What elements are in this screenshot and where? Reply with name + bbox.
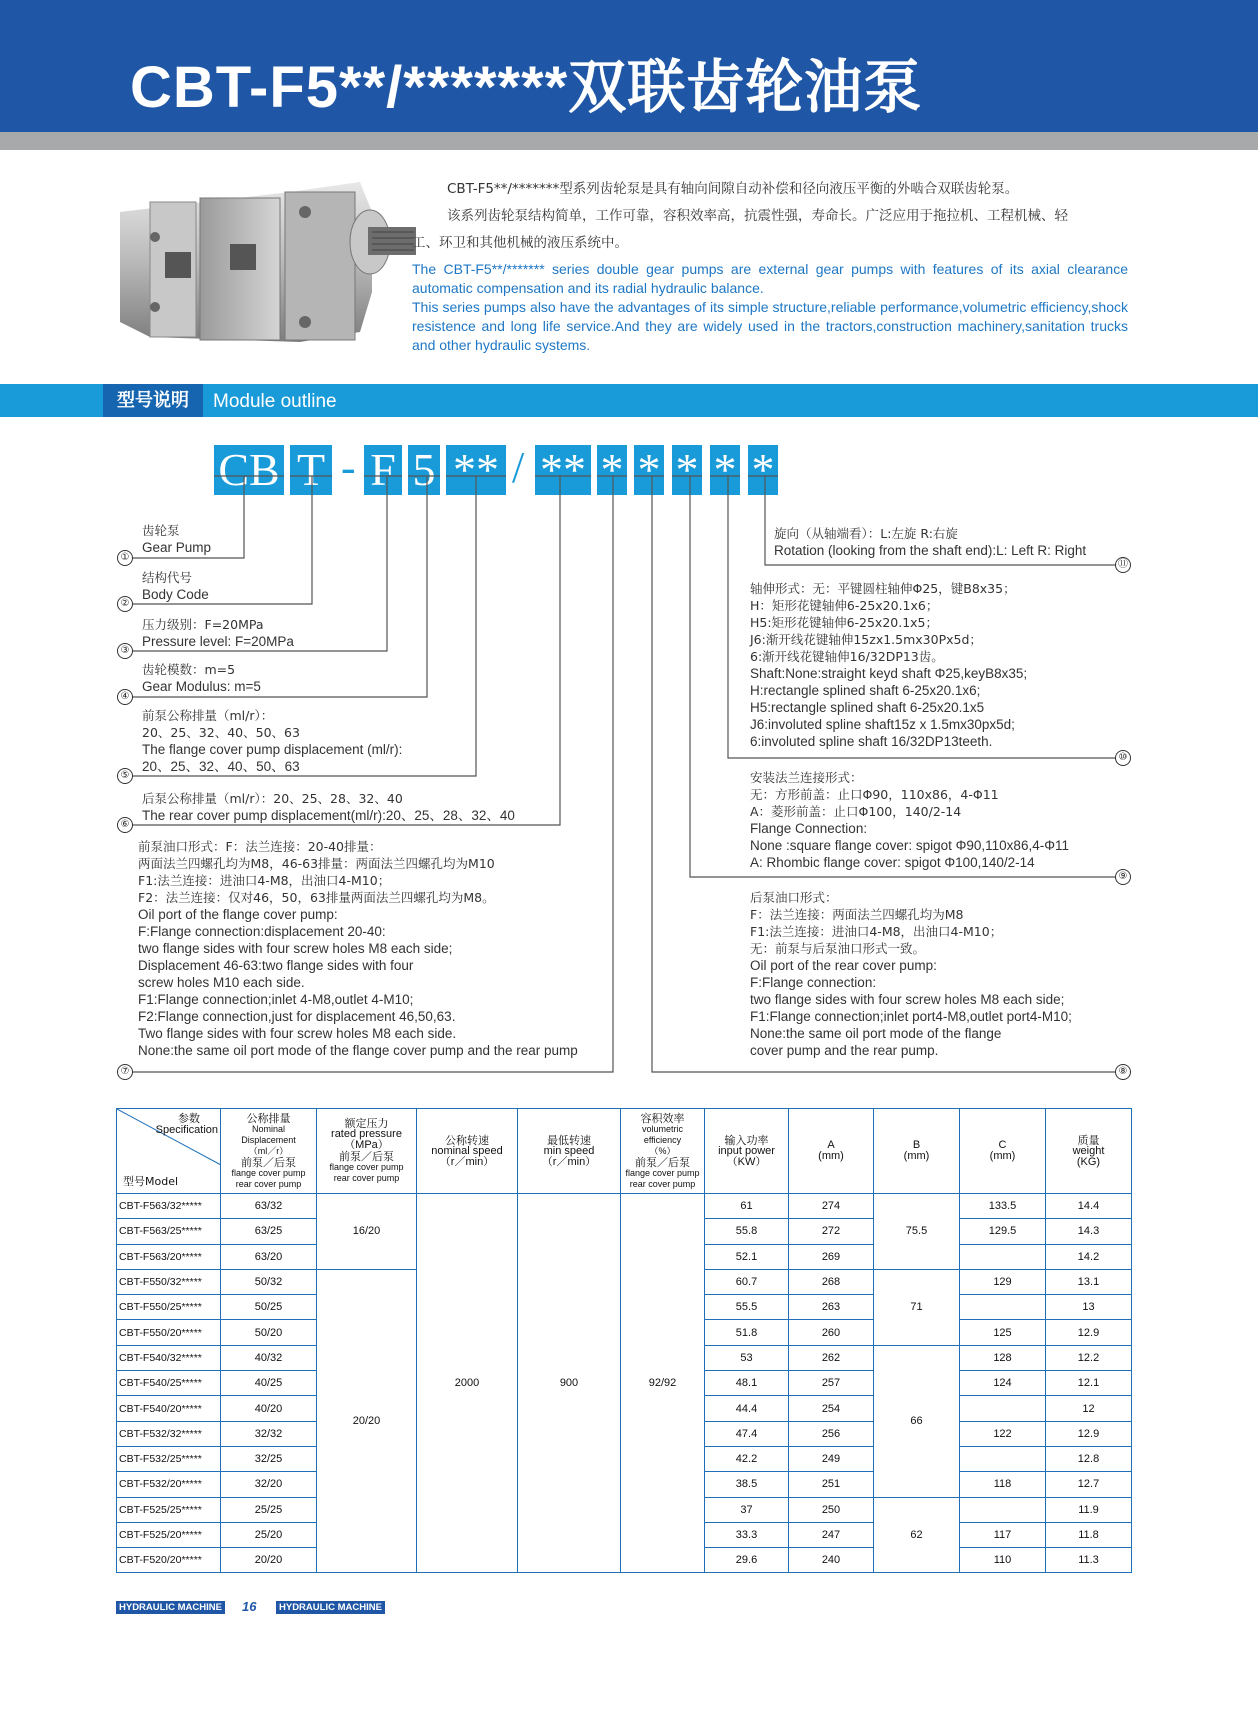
displacement-cell: 50/25 (221, 1295, 317, 1320)
code-front-disp: ** (446, 445, 506, 495)
page-title: CBT-F5**/*******双联齿轮油泵 (130, 55, 923, 120)
desc-shaft: 轴伸形式：无：平键圆柱轴伸Φ25，键B8x35； H：矩形花键轴伸6-25x20.1x6； H5:矩形花键轴伸6-25x20.1x5； J6:渐开线花键轴伸15zx1.5mx30Px5d； 6:渐开线花键轴伸16/32DP13齿。 Shaft:None:straight keyd shaft Φ25,keyB8x35; H:rectangle splined shaft 6-25x20.1x6; H5:rectangle splined shaft 6-25x20.1x5 J6:involuted spline shaft15z x 1.5mx30px5d; 6:involuted spline shaft 16/32DP13teeth. (750, 581, 1028, 749)
power-cell: 33.3 (705, 1522, 789, 1547)
power-cell: 44.4 (705, 1396, 789, 1421)
a-cell: 268 (789, 1269, 874, 1294)
weight-cell: 14.3 (1046, 1219, 1132, 1244)
header-weight: 质量 weight (KG) (1046, 1109, 1132, 1194)
power-cell: 52.1 (705, 1244, 789, 1269)
min-speed-cell: 900 (518, 1194, 621, 1573)
power-cell: 37 (705, 1497, 789, 1522)
callout-1: ① (117, 550, 133, 566)
model-cell: CBT-F525/20***** (117, 1522, 221, 1547)
intro-en-1: The CBT-F5**/******* series double gear pumps are external gear pumps with features of its axial clearance automatic compensation and its radial hydraulic balance. (412, 261, 1128, 296)
intro-cn-1: CBT-F5**/*******型系列齿轮泵是具有轴向间隙自动补偿和径向液压平衡的外啮合双联齿轮泵。 (447, 181, 1019, 197)
code-cb: CB (214, 445, 284, 495)
model-cell: CBT-F550/32***** (117, 1269, 221, 1294)
displacement-cell: 25/20 (221, 1522, 317, 1547)
model-cell: CBT-F540/32***** (117, 1345, 221, 1370)
callout-8: ⑧ (1115, 1064, 1131, 1080)
model-cell: CBT-F563/25***** (117, 1219, 221, 1244)
code-rear-port: * (634, 445, 664, 495)
model-cell: CBT-F540/25***** (117, 1371, 221, 1396)
power-cell: 61 (705, 1194, 789, 1219)
weight-cell: 12.7 (1046, 1472, 1132, 1497)
power-cell: 29.6 (705, 1548, 789, 1573)
weight-cell: 12.1 (1046, 1371, 1132, 1396)
displacement-cell: 20/20 (221, 1548, 317, 1573)
a-cell: 272 (789, 1219, 874, 1244)
c-cell: 122 (960, 1421, 1046, 1446)
a-cell: 256 (789, 1421, 874, 1446)
displacement-cell: 32/20 (221, 1472, 317, 1497)
desc-modulus: 齿轮模数：m=5 Gear Modulus: m=5 (142, 662, 261, 694)
b-cell: 62 (874, 1497, 960, 1573)
model-cell: CBT-F532/25***** (117, 1446, 221, 1471)
model-cell: CBT-F563/32***** (117, 1194, 221, 1219)
c-cell: 125 (960, 1320, 1046, 1345)
c-cell: 117 (960, 1522, 1046, 1547)
code-shaft: * (710, 445, 740, 495)
power-cell: 47.4 (705, 1421, 789, 1446)
code-front-port: * (597, 445, 627, 495)
header-min-speed: 最低转速 min speed （r／min） (518, 1109, 621, 1194)
callout-4: ④ (117, 689, 133, 705)
model-cell: CBT-F563/20***** (117, 1244, 221, 1269)
spec-table (116, 1108, 1132, 1573)
desc-body-code: 结构代号 Body Code (142, 570, 209, 602)
table-header-row (117, 1109, 1132, 1194)
callout-10: ⑩ (1115, 750, 1131, 766)
displacement-cell: 50/20 (221, 1320, 317, 1345)
displacement-cell: 32/32 (221, 1421, 317, 1446)
desc-pressure: 压力级别：F=20MPa Pressure level: F=20MPa (142, 617, 294, 649)
a-cell: 250 (789, 1497, 874, 1522)
a-cell: 240 (789, 1548, 874, 1573)
displacement-cell: 50/32 (221, 1269, 317, 1294)
model-cell: CBT-F532/32***** (117, 1421, 221, 1446)
code-rear-disp: ** (535, 445, 591, 495)
model-cell: CBT-F520/20***** (117, 1548, 221, 1573)
desc-front-disp: 前泵公称排量（ml/r）： 20、25、32、40、50、63 The flange cover pump displacement (ml/r): 20、25、32、40、50、63 (142, 708, 403, 774)
footer-label-left: HYDRAULIC MACHINE (116, 1601, 225, 1614)
callout-5: ⑤ (117, 768, 133, 784)
speed-cell: 2000 (417, 1194, 518, 1573)
a-cell: 249 (789, 1446, 874, 1471)
code-rotation: * (748, 445, 778, 495)
a-cell: 251 (789, 1472, 874, 1497)
weight-cell: 12.9 (1046, 1421, 1132, 1446)
c-cell (960, 1244, 1046, 1269)
displacement-cell: 63/32 (221, 1194, 317, 1219)
callout-7: ⑦ (117, 1064, 133, 1080)
page-number: 16 (242, 1599, 257, 1614)
desc-rotation: 旋向（从轴端看）：L:左旋 R:右旋 Rotation (looking from the shaft end):L: Left R: Right (774, 526, 1087, 558)
power-cell: 53 (705, 1345, 789, 1370)
weight-cell: 12.8 (1046, 1446, 1132, 1471)
desc-flange: 安装法兰连接形式： 无：方形前盖：止口Φ90，110x86，4-Φ11 A：菱形前盖：止口Φ100，140/2-14 Flange Connection: None :square flange cover: spigot Φ90,110x86,4-Φ11 A: Rhombic flange cover: spigot Φ100,140/2-14 (750, 770, 1069, 870)
intro-en-2: This series pumps also have the advantages of its simple structure,reliable performance,volumetric efficiency,shock resistence and long life service.And they are widely used in the tractors,construction machinery,sanitation trucks and other hydraulic systems. (412, 299, 1128, 353)
model-cell: CBT-F550/20***** (117, 1320, 221, 1345)
code-5: 5 (408, 445, 440, 495)
desc-rear-port: 后泵油口形式： F：法兰连接：两面法兰四螺孔均为M8 F1:法兰连接：进油口4-M8，出油口4-M10； 无：前泵与后泵油口形式一致。 Oil port of the rear cover pump: F:Flange connection: two flange sides with four screw holes M8 each side; F1:Flange connection;inlet port4-M8,outlet port4-M10; None:the same oil port mode of the flange cover pump and the rear pump. (750, 890, 1072, 1058)
weight-cell: 12.9 (1046, 1320, 1132, 1345)
power-cell: 48.1 (705, 1371, 789, 1396)
code-flange: * (672, 445, 702, 495)
header-efficiency: 容积效率 volumetric efficiency （%） 前泵／后泵 flange cover pump rear cover pump (621, 1109, 705, 1194)
weight-cell: 13.1 (1046, 1269, 1132, 1294)
section-title-en: Module outline (213, 391, 337, 412)
table-row (117, 1194, 1132, 1219)
callout-2: ② (117, 596, 133, 612)
callout-6: ⑥ (117, 817, 133, 833)
c-cell (960, 1396, 1046, 1421)
a-cell: 262 (789, 1345, 874, 1370)
header-power: 输入功率 input power （KW） (705, 1109, 789, 1194)
intro-cn-2a: 该系列齿轮泵结构简单，工作可靠，容积效率高，抗震性强，寿命长。广泛应用于拖拉机、工程机械、轻 (447, 208, 1068, 224)
efficiency-cell: 92/92 (621, 1194, 705, 1573)
code-slash: / (512, 443, 525, 492)
c-cell: 133.5 (960, 1194, 1046, 1219)
weight-cell: 11.9 (1046, 1497, 1132, 1522)
power-cell: 60.7 (705, 1269, 789, 1294)
a-cell: 254 (789, 1396, 874, 1421)
desc-rear-disp: 后泵公称排量（ml/r）：20、25、28、32、40 The rear cover pump displacement(ml/r):20、25、28、32、40 (142, 791, 515, 823)
a-cell: 263 (789, 1295, 874, 1320)
weight-cell: 12 (1046, 1396, 1132, 1421)
header-pressure: 额定压力 rated pressure （MPa） 前泵／后泵 flange cover pump rear cover pump (317, 1109, 417, 1194)
b-cell: 66 (874, 1345, 960, 1497)
desc-gear-pump: 齿轮泵 Gear Pump (142, 523, 212, 555)
weight-cell: 11.8 (1046, 1522, 1132, 1547)
callout-11: ⑪ (1115, 557, 1131, 573)
weight-cell: 14.4 (1046, 1194, 1132, 1219)
c-cell: 129.5 (960, 1219, 1046, 1244)
header-a: A (mm) (789, 1109, 874, 1194)
desc-front-port: 前泵油口形式：F：法兰连接：20-40排量： 两面法兰四螺孔均为M8，46-63排量：两面法兰四螺孔均为M10 F1:法兰连接：进油口4-M8，出油口4-M10； F2：法兰连接：仅对46，50，63排量两面法兰四螺孔均为M8。 Oil port of the flange cover pump: F:Flange connection:displacement 20-40: two flange sides with four screw holes M8 each side; Displacement 46-63:two flange sides with four screw holes M10 each side. F1:Flange connection;inlet 4-M8,outlet 4-M10; F2:Flange connection,just for displacement 46,50,63. Two flange sides with four screw holes M8 each side. None:the same oil port mode of the flange cover pump and the rear pump (138, 839, 578, 1058)
c-cell: 129 (960, 1269, 1046, 1294)
displacement-cell: 40/25 (221, 1371, 317, 1396)
weight-cell: 12.2 (1046, 1345, 1132, 1370)
displacement-cell: 63/20 (221, 1244, 317, 1269)
code-t: T (290, 445, 332, 495)
power-cell: 38.5 (705, 1472, 789, 1497)
a-cell: 260 (789, 1320, 874, 1345)
displacement-cell: 32/25 (221, 1446, 317, 1471)
section-title-cn: 型号说明 (103, 384, 203, 417)
weight-cell: 13 (1046, 1295, 1132, 1320)
code-dash: - (341, 443, 356, 492)
c-cell: 118 (960, 1472, 1046, 1497)
displacement-cell: 40/20 (221, 1396, 317, 1421)
weight-cell: 11.3 (1046, 1548, 1132, 1573)
power-cell: 51.8 (705, 1320, 789, 1345)
header-spec-model: 参数 Specification 型号Model (117, 1109, 221, 1194)
a-cell: 257 (789, 1371, 874, 1396)
pressure-cell: 20/20 (317, 1269, 417, 1573)
model-cell: CBT-F525/25***** (117, 1497, 221, 1522)
header-b: B (mm) (874, 1109, 960, 1194)
c-cell: 110 (960, 1548, 1046, 1573)
displacement-cell: 25/25 (221, 1497, 317, 1522)
header-c: C (mm) (960, 1109, 1046, 1194)
b-cell: 71 (874, 1269, 960, 1345)
model-cell: CBT-F550/25***** (117, 1295, 221, 1320)
power-cell: 55.8 (705, 1219, 789, 1244)
footer-label-right: HYDRAULIC MACHINE (276, 1601, 385, 1614)
c-cell (960, 1295, 1046, 1320)
displacement-cell: 40/32 (221, 1345, 317, 1370)
c-cell: 128 (960, 1345, 1046, 1370)
pressure-cell: 16/20 (317, 1194, 417, 1270)
a-cell: 247 (789, 1522, 874, 1547)
intro-cn-2b: 工、环卫和其他机械的液压系统中。 (412, 235, 628, 251)
code-f: F (364, 445, 402, 495)
header-nominal-speed: 公称转速 nominal speed （r／min） (417, 1109, 518, 1194)
model-cell: CBT-F532/20***** (117, 1472, 221, 1497)
callout-3: ③ (117, 643, 133, 659)
c-cell (960, 1446, 1046, 1471)
displacement-cell: 63/25 (221, 1219, 317, 1244)
power-cell: 55.5 (705, 1295, 789, 1320)
weight-cell: 14.2 (1046, 1244, 1132, 1269)
power-cell: 42.2 (705, 1446, 789, 1471)
a-cell: 269 (789, 1244, 874, 1269)
callout-9: ⑨ (1115, 869, 1131, 885)
header-displacement: 公称排量 Nominal Displacement （ml／r） 前泵／后泵 flange cover pump rear cover pump (221, 1109, 317, 1194)
b-cell: 75.5 (874, 1194, 960, 1270)
a-cell: 274 (789, 1194, 874, 1219)
c-cell (960, 1497, 1046, 1522)
c-cell: 124 (960, 1371, 1046, 1396)
model-cell: CBT-F540/20***** (117, 1396, 221, 1421)
